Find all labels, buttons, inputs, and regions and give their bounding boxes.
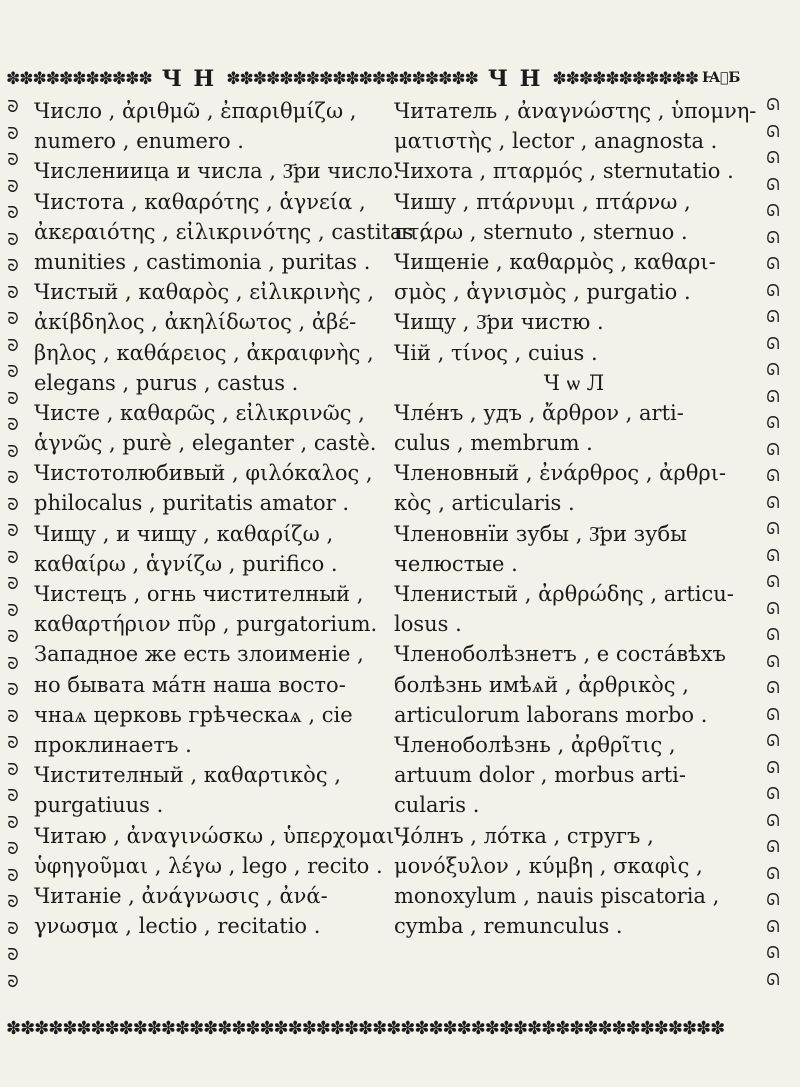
entry-line: Число , ἀριθμῶ , ἐπαριθμίζω , xyxy=(34,99,357,123)
entry-line: μονόξυλον , κύμβη , σκαφὶς , xyxy=(394,853,703,878)
entry-line: Западное же есть злоименіе , xyxy=(34,642,364,667)
bottom-ornament-band xyxy=(6,1018,796,1044)
entry-line: Чищу , З҃ри чистю . xyxy=(394,310,604,335)
entry-line: Членоболѣзнь , ἀρθρῖτις , xyxy=(394,732,676,757)
entry-line: Чищеніе , καθαρμὸς , καθαρι- xyxy=(394,249,716,274)
running-head-right: Ч Н xyxy=(487,66,543,92)
left-ornament-border: ᘐ ᘐ ᘐ ᘐ ᘐ ᘐ ᘐ ᘐ ᘐ ᘐ ᘐ ᘐ ᘐ ᘐ ᘐ ᘐ ᘐ ᘐ ᘐ ᘐ ᘐ ᘐ ᘐ ᘐ ᘐ ᘐ ᘐ ᘐ ᘐ ᘐ ᘐ ᘐ ᘐ ᘐ xyxy=(2,94,24,1014)
entry-line: Чистый , καθαρὸς , εἰλικρινὴς , xyxy=(34,280,375,305)
scroll-ornament-icon: ᘏ xyxy=(766,95,780,114)
entry-line: Чистецъ , огнь чистителный , xyxy=(34,582,364,606)
section-heading: Ч ѡ Л xyxy=(543,370,605,395)
entry-line: Чихота , πταρμός , sternutatio . xyxy=(394,159,734,184)
left-column xyxy=(34,96,427,941)
ornament-border-icon: ✽✽✽✽✽✽✽✽✽✽✽ xyxy=(6,69,152,89)
top-ornament-band xyxy=(6,66,699,92)
entry-line: πτάρω , sternuto , sternuo . xyxy=(394,219,688,244)
entry-line: βηλος , καθάρειος , ἀκραιφνὴς , xyxy=(34,340,374,365)
entry-line: ματιστὴς , lector , anagnosta . xyxy=(394,129,718,154)
entry-line: Чищу , и чищу , καθαρίζω , xyxy=(34,521,334,546)
entry-line: purgatiuus . xyxy=(34,793,164,818)
entry-line: philocalus , puritatis amator . xyxy=(34,491,350,516)
entry-line: elegans , purus , castus . xyxy=(34,370,299,395)
entry-line: ἀκεραιότης , εἰλικρινότης , castitas , xyxy=(34,219,427,244)
running-head-left: Ч Н xyxy=(161,66,217,92)
ornament-border-icon: ✽✽✽✽✽✽✽✽✽✽✽ xyxy=(552,69,699,89)
right-ornament-border: ᘏ ᘏ ᘏ ᘏ ᘏ ᘏ ᘏ ᘏ ᘏ ᘏ ᘏ ᘏ ᘏ ᘏ ᘏ ᘏ ᘏ ᘏ ᘏ ᘏ ᘏ ᘏ ᘏ ᘏ ᘏ ᘏ ᘏ ᘏ ᘏ ᘏ ᘏ ᘏ ᘏ ᘏ xyxy=(762,92,784,1014)
entry-line: Чисте , καθαρῶς , εἰλικρινῶς , xyxy=(34,400,365,425)
entry-line: челюстые . xyxy=(394,551,518,576)
entry-line: ἀκίβδηλος , ἀκηλίδωτος , ἀβέ- xyxy=(34,310,357,335)
entry-line: Чистота , καθαρότης , ἁγνεία , xyxy=(34,189,366,214)
entry-line: artuum dolor , morbus arti- xyxy=(394,763,686,788)
entry-line: Членистый , ἀρθρώδης , articu- xyxy=(394,582,734,606)
entry-line: Членоболѣзнетъ , е состáвѣхъ xyxy=(394,642,726,667)
entry-line: cularis . xyxy=(394,793,480,818)
entry-line: articulorum laborans morbo . xyxy=(394,702,708,727)
entry-line: ἁγνῶς , purè , eleganter , castè. xyxy=(34,431,377,456)
entry-line: munities , castimonia , puritas . xyxy=(34,249,371,274)
entry-line: ὑφηγοῦμαι , λέγω , lego , recito . xyxy=(34,853,383,878)
entry-line: Чій , τίνος , cuius . xyxy=(394,340,598,365)
ornament-border-icon: ✽✽✽✽✽✽✽✽✽✽✽✽✽✽✽✽✽✽✽ xyxy=(226,69,478,89)
ornament-border-icon: ✽✽✽✽✽✽✽✽✽✽✽✽✽✽✽✽✽✽✽✽✽✽✽✽✽✽✽✽✽✽✽✽✽✽✽✽✽✽✽✽✽✽✽✽✽✽✽✽✽✽✽ xyxy=(6,1018,725,1039)
entry-line: Чистотолюбивый , φιλόκαλος , xyxy=(34,461,373,486)
entry-line: Читаніе , ἀνάγνωσις , ἀνά- xyxy=(34,883,328,908)
entry-line: болѣзнь имѣѧй , ἀρθρικὸς , xyxy=(394,672,689,697)
entry-line: κὸς , articularis . xyxy=(394,491,575,516)
entry-line: Чишу , πτάρνυμι , πτάρνω , xyxy=(394,189,691,214)
entry-line: Числениица и числа , З҃ри число. xyxy=(34,159,400,184)
entry-line: καθαίρω , ἁγνίζω , purifico . xyxy=(34,551,338,576)
entry-line: Читаю , ἀναγινώσκω , ὑπερχομαι , xyxy=(34,823,408,848)
page-number: Ꙗ҃Б xyxy=(702,70,741,86)
entry-line: numero , enumero . xyxy=(34,129,244,154)
right-column xyxy=(394,96,757,941)
entry-line: Читатель , ἀναγνώστης , ὑπομνη- xyxy=(394,99,757,123)
entry-line: monoxylum , nauis piscatoria , xyxy=(394,883,720,908)
entry-line: Членовный , ἐνάρθρος , ἀρθρι- xyxy=(394,461,727,486)
entry-line: culus , membrum . xyxy=(394,431,593,456)
entry-line: losus . xyxy=(394,612,462,637)
entry-line: чнаѧ церковь грѣческаѧ , сіе xyxy=(34,702,353,727)
entry-line: σμὸς , ἁγνισμὸς , purgatio . xyxy=(394,280,691,305)
entry-line: γνωσμα , lectio , recitatio . xyxy=(34,914,321,939)
entry-line: καθαρτήριον πῦρ , purgatorium. xyxy=(34,612,378,637)
scroll-ornament-icon: ᘐ xyxy=(7,97,19,116)
entry-line: но бывата мáтн наша восто- xyxy=(34,672,346,697)
entry-line: Чóлнъ , лóтка , стругъ , xyxy=(394,823,654,848)
entry-line: проклинаетъ . xyxy=(34,732,192,757)
entry-line: Члéнъ , удъ , ἄρθρον , arti- xyxy=(394,400,684,425)
entry-line: Членовнїи зубы , З҃ри зубы xyxy=(394,521,687,546)
entry-line: Чистителный , καθαρτικὸς , xyxy=(34,763,341,788)
entry-line: cymba , remunculus . xyxy=(394,914,623,939)
